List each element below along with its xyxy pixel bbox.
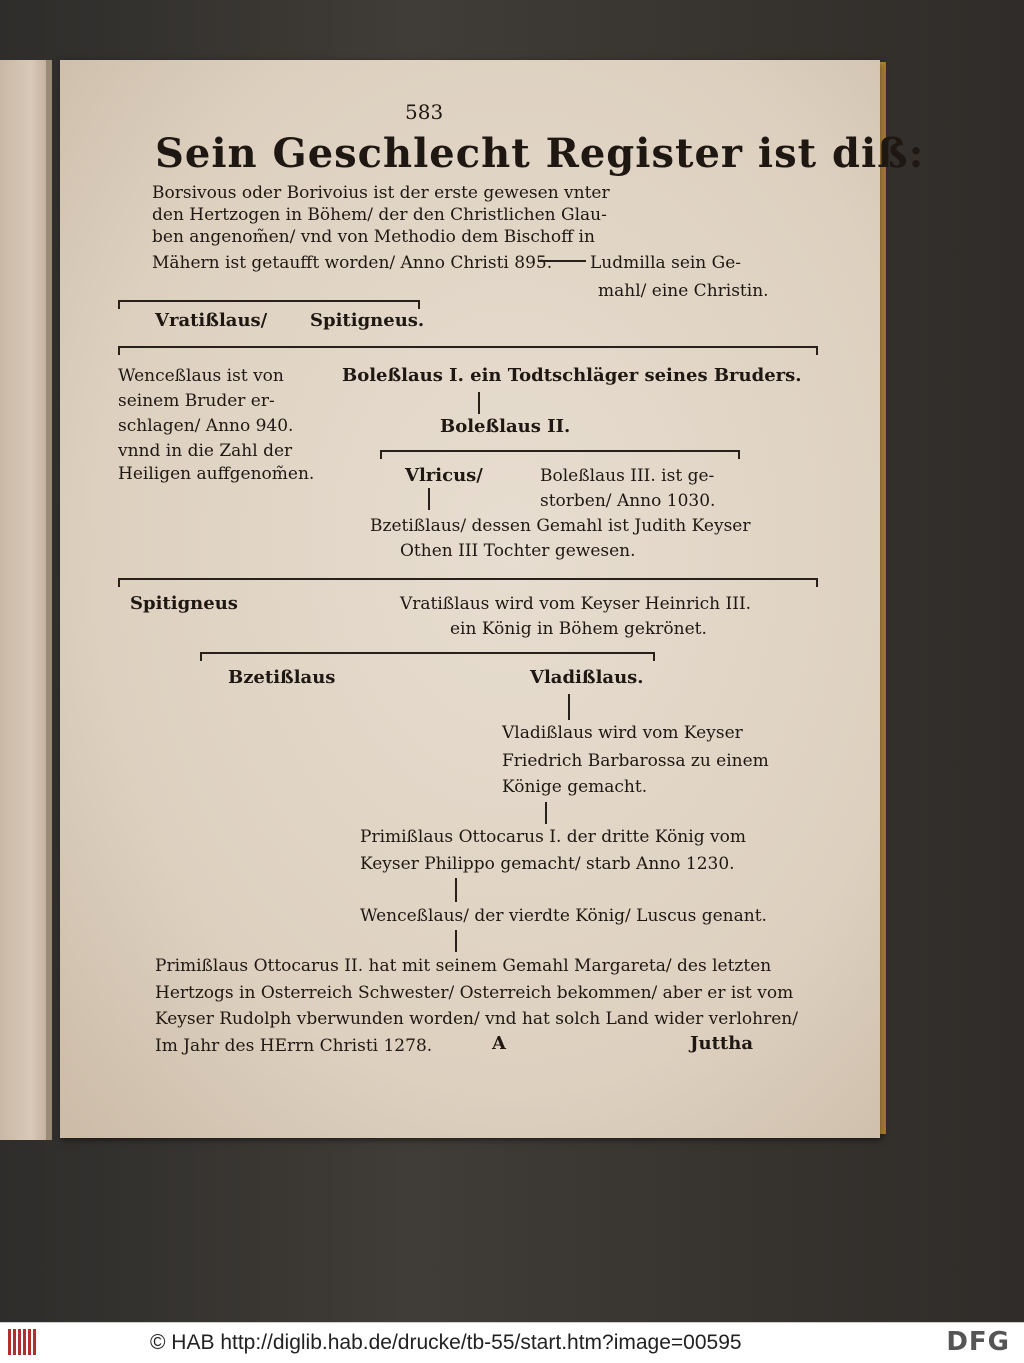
page-title: Sein Geschlecht Register ist diß: [155,130,925,177]
wenceslaus-line-1: Wenceßlaus ist von [118,366,284,386]
facing-page-edge [0,60,52,1140]
footer-bar [0,1322,1024,1363]
footer-link[interactable]: © HAB http://diglib.hab.de/drucke/tb-55/start.htm?image=00595 [150,1331,742,1354]
intro-line-4: Mähern ist getaufft worden/ Anno Christi 895. [152,253,553,273]
bretislaus-1-line-1: Bzetißlaus/ dessen Gemahl ist Judith Keyser [370,516,751,536]
primislaus-2-line-3: Keyser Rudolph vberwunden worden/ vnd hat solch Land wider verlohren/ [155,1009,798,1029]
line-primislaus-1 [545,802,547,824]
book-page [60,60,925,1138]
primislaus-2-line-4: Im Jahr des HErrn Christi 1278. [155,1036,433,1056]
boleslaus-3-line-1: Boleßlaus III. ist ge- [540,466,715,486]
line-primislaus-2 [455,930,457,952]
ludmilla-line-2: mahl/ eine Christin. [598,281,769,301]
bretislaus-2: Bzetißlaus [228,667,336,688]
boleslaus-2: Boleßlaus II. [440,416,571,437]
ludmilla-line-1: Ludmilla sein Ge- [590,253,742,273]
hab-logo-icon [8,1329,42,1355]
spitigneus-2: Spitigneus [130,593,238,614]
spitigneus-1: Spitigneus. [310,310,425,331]
primislaus-1-line-1: Primißlaus Ottocarus I. der dritte König vom [360,827,746,847]
vladislaus: Vladißlaus. [530,667,644,688]
vladislaus-2-line-3: Könige gemacht. [502,777,648,797]
vratislaus-2-line-1: Vratißlaus wird vom Keyser Heinrich III. [400,594,752,614]
wenceslaus-line-4: vnnd in die Zahl der [118,441,293,461]
primislaus-2-line-2: Hertzogs in Osterreich Schwester/ Osterreich bekommen/ aber er ist vom [155,983,794,1003]
brace-gen4 [118,578,818,590]
ulricus: Vlricus/ [405,465,483,486]
line-b1-b2 [478,392,480,414]
brace-gen5 [200,652,655,664]
line-vladislaus [568,694,570,720]
brace-gen2 [118,346,818,358]
vratislaus-1: Vratißlaus/ [155,310,268,331]
vladislaus-2-line-2: Friedrich Barbarossa zu einem [502,751,769,771]
connector-dash [538,260,586,262]
wenceslaus-line-2: seinem Bruder er- [118,391,275,411]
intro-line-2: den Hertzogen in Böhem/ der den Christlichen Glau- [152,205,607,225]
primislaus-2-line-1: Primißlaus Ottocarus II. hat mit seinem Gemahl Margareta/ des letzten [155,956,772,976]
vladislaus-2-line-1: Vladißlaus wird vom Keyser [502,723,743,743]
line-ulricus [428,488,430,510]
catchword: Juttha [690,1033,753,1054]
wenceslaus-line-5: Heiligen auffgenom̃en. [118,464,315,484]
boleslaus-3-line-2: storben/ Anno 1030. [540,491,716,511]
bretislaus-1-line-2: Othen III Tochter gewesen. [400,541,636,561]
wenceslaus-line-3: schlagen/ Anno 940. [118,416,294,436]
brace-gen3 [380,450,740,462]
vratislaus-2-line-2: ein König in Böhem gekrönet. [450,619,707,639]
intro-line-3: ben angenom̃en/ vnd von Methodio dem Bischoff in [152,227,595,247]
dfg-logo: DFG [946,1327,1010,1357]
page-number: 583 [405,100,444,124]
primislaus-1-line-2: Keyser Philippo gemacht/ starb Anno 1230. [360,854,735,874]
line-wenceslaus-4 [455,878,457,902]
boleslaus-1: Boleßlaus I. ein Todtschläger seines Bruders. [342,365,802,386]
signature-mark: A [492,1033,506,1054]
wenceslaus-4: Wenceßlaus/ der vierdte König/ Luscus genant. [360,906,767,926]
intro-line-1: Borsivous oder Borivoius ist der erste gewesen vnter [152,183,610,203]
